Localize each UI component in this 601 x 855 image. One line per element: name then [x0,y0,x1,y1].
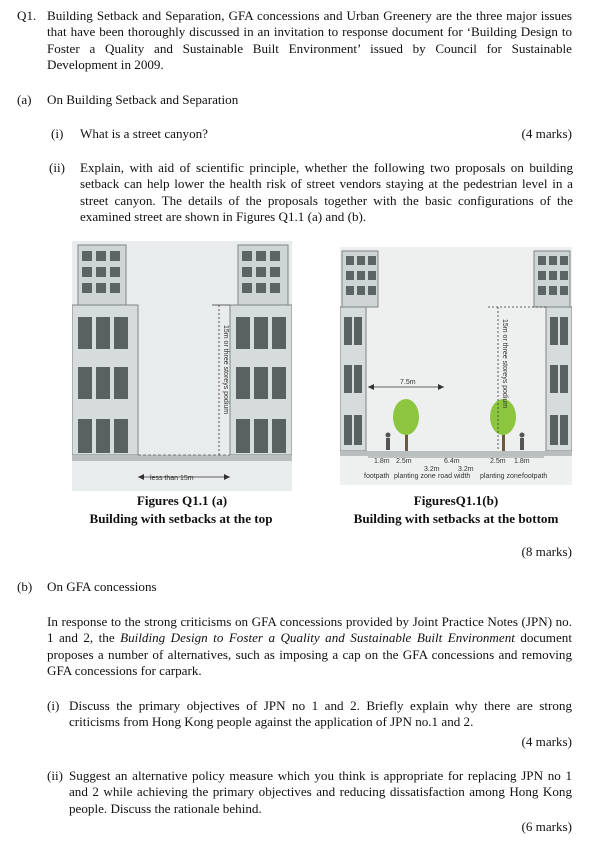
figure-q1-1b [340,247,572,485]
figure-a-dim-label: 15m or three storeys podium [222,325,229,415]
part-b-label: (b) [17,579,33,594]
figure-b-dim-4: 2.5m [490,458,506,465]
figure-b-zone-4: planting zone [480,473,522,480]
part-b-i-marks: (4 marks) [521,734,572,749]
figure-b-width-label: 7.5m [400,379,416,386]
question-number: Q1. [17,8,37,23]
figure-q1-1a [72,241,292,491]
figure-a-width-label: less than 15m [150,475,194,482]
part-a-label: (a) [17,92,32,107]
part-b-ii-text: Suggest an alternative policy measure which you think is appropriate for replacing JPN no 1 and 2 while achieving the primary objectives and reducing dissatisfaction among Hong Kong people. Discuss the rationale behind. [69,768,572,816]
part-a-ii-label: (ii) [49,160,65,175]
part-b-para-post: document proposes a number of alternatives, such as imposing a cap on the GFA concessions and removing GFA concessions for carpark. [47,630,572,679]
figure-b-caption-2: Building with setbacks at the bottom [353,511,559,526]
figure-b-dim-2: 2.5m [396,458,412,465]
part-a-i-text: What is a street canyon? [80,126,208,141]
figure-b-zone-1: footpath [364,473,390,480]
figure-b-dim-label: 15m or three storeys podium [501,319,508,409]
part-b-para-pre: In response to the strong criticisms on GFA concessions provided by Joint Practice Notes (JPN) no. 1 and 2, the [47,614,572,646]
part-b-heading: On GFA concessions [47,579,157,594]
figure-b-dim-1: 1.8m [374,458,390,465]
part-a-marks: (8 marks) [521,544,572,559]
figure-a-caption-1: Figures Q1.1 (a) [136,493,228,508]
part-a-i-marks: (4 marks) [521,126,572,141]
figure-b-zone-5: footpath [522,473,548,480]
figure-b-zone-2: planting zone [394,473,436,480]
question-intro: Building Setback and Separation, GFA concessions and Urban Greenery are the three major issues that have been thoroughly discussed in an invitation to response document for ‘Building Design to Foster a Quality and Sustainable Built Environment’ issued by Council for Sustainable Development in 2009. [47,8,572,73]
part-a-i-label: (i) [51,126,64,141]
part-b-para-italic: Building Design to Foster a Quality and Sustainable Built Environment [120,630,515,646]
figure-b-dim-3: 6.4m [444,458,460,465]
part-b-ii-marks: (6 marks) [521,819,572,834]
part-b-ii-label: (ii) [47,768,63,783]
part-b-i-label: (i) [47,698,60,713]
part-a-ii-text: Explain, with aid of scientific principle, whether the following two proposals on building setback can help lower the health risk of street vendors staying at the pedestrian level in a street canyon. The details of the proposals together with the basic configurations of the examined street are shown in Figures Q1.1 (a) and (b). [80,160,573,225]
figure-b-dim-5: 1.8m [514,458,530,465]
figure-b-zone-3: road width [438,473,471,480]
part-b-paragraph [47,614,572,680]
figure-b-dim-6: 3.2m [424,466,440,473]
figure-b-caption-1: FiguresQ1.1(b) [413,493,499,508]
part-a-heading: On Building Setback and Separation [47,92,239,107]
figure-b-dim-7: 3.2m [458,466,474,473]
part-b-i-text: Discuss the primary objectives of JPN no 1 and 2. Briefly explain why there are strong criticisms from Hong Kong people against the application of JPN no.1 and 2. [69,698,572,730]
figure-a-caption-2: Building with setbacks at the top [89,511,273,526]
